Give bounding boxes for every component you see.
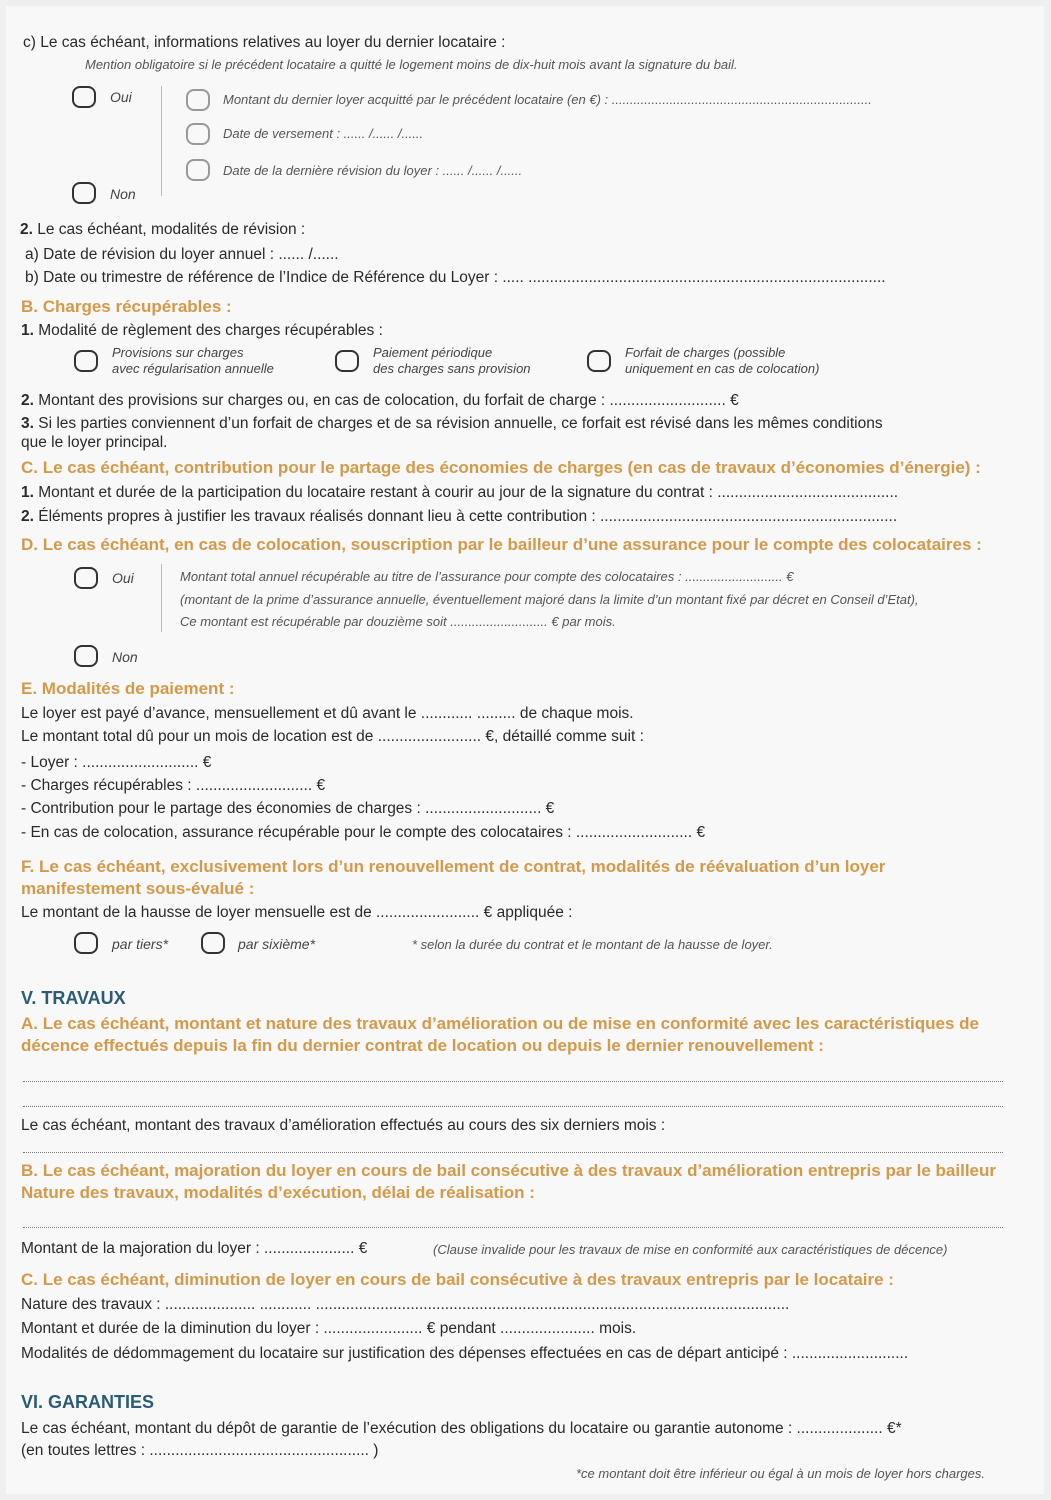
section-c-title: C. Le cas échéant, contribution pour le partage des économies de charges (en cas de travaux d’économies d’énergie) : (21, 458, 981, 477)
vb-note: (Clause invalide pour les travaux de mise en conformité aux caractéristiques de décence) (433, 1242, 948, 1257)
va-blank-line2[interactable] (23, 1105, 1003, 1107)
b1-opt3-line1: Forfait de charges (possible (625, 345, 786, 360)
b1-opt1-line2: avec régularisation annuelle (112, 361, 274, 376)
c-opt3-checkbox[interactable] (186, 159, 210, 181)
d-oui-label: Oui (112, 570, 134, 586)
c-divider (161, 86, 162, 196)
b2-line (21, 391, 739, 411)
c1-number: 1. (21, 484, 34, 501)
vi-line1: Le cas échéant, montant du dépôt de garantie de l’exécution des obligations du locataire ou garantie autonome : .................... €* (21, 1420, 902, 1437)
va-blank-line3[interactable] (23, 1151, 1003, 1153)
vi-note: *ce montant doit être inférieur ou égal à un mois de loyer hors charges. (576, 1466, 986, 1481)
section-e-title: E. Modalités de paiement : (21, 679, 235, 698)
c-note: Mention obligatoire si le précédent locataire a quitté le logement moins de dix-huit mois avant la signature du bail. (85, 57, 738, 72)
b1-opt2-line1: Paiement périodique (373, 345, 493, 360)
b1-opt2-label (373, 345, 531, 377)
vb-line1: Montant de la majoration du loyer : ..................... € (21, 1240, 368, 1257)
va-line1: Le cas échéant, montant des travaux d’amélioration effectués au cours des six derniers mois : (21, 1117, 666, 1134)
vc-line3: Modalités de dédommagement du locataire sur justification des dépenses effectuées en cas de départ anticipé : ........................... (21, 1345, 909, 1362)
b3-line2: que le loyer principal. (21, 434, 168, 451)
b3-text: Si les parties conviennent d’un forfait de charges et de sa révision annuelle, ce forfait est révisé dans les mêmes conditions (33, 415, 883, 432)
f-tiers-checkbox[interactable] (74, 932, 98, 954)
e-line5: - Contribution pour le partage des économies de charges : ........................... € (21, 800, 555, 817)
c1-text: Montant et durée de la participation du locataire restant à courir au jour de la signature du contrat : .......................................... (33, 484, 899, 501)
section-vi-title: VI. GARANTIES (21, 1392, 155, 1412)
d-line1: Montant total annuel récupérable au titre de l’assurance pour compte des colocataires : ........................... € (180, 569, 794, 584)
b1-opt3-label (625, 345, 819, 377)
d-non-checkbox[interactable] (74, 645, 98, 667)
c-title: c) Le cas échéant, informations relatives au loyer du dernier locataire : (23, 34, 506, 51)
c-opt3-label: Date de la dernière révision du loyer : ...... /...... /...... (223, 163, 523, 178)
d-line2: (montant de la prime d’assurance annuelle, éventuellement majoré dans la limite d’un montant fixé par décret en Conseil d’Etat), (180, 592, 919, 607)
c2-text: Éléments propres à justifier les travaux réalisés donnant lieu à cette contribution : ..................................................................... (33, 508, 898, 525)
section-d-title: D. Le cas échéant, en cas de colocation, souscription par le bailleur d’une assurance pour le compte des colocataires : (21, 535, 982, 554)
b1-opt3-checkbox[interactable] (587, 350, 611, 372)
va-title2: décence effectués depuis la fin du dernier contrat de location ou depuis le dernier renouvellement : (21, 1036, 824, 1055)
va-blank-line1[interactable] (23, 1080, 1003, 1082)
e-line6: - En cas de colocation, assurance récupérable pour le compte des colocataires : ........................... € (21, 824, 706, 841)
vi-line2: (en toutes lettres : ................................................... ) (21, 1442, 379, 1459)
c-opt1-checkbox[interactable] (186, 89, 210, 111)
revision-b: b) Date ou trimestre de référence de l’Indice de Référence du Loyer : ..... ................................................................................... (25, 269, 886, 286)
b1-text: Modalité de règlement des charges récupérables : (33, 322, 383, 339)
vb-blank-line[interactable] (23, 1226, 1003, 1228)
b1-title (21, 321, 383, 341)
b1-opt1-checkbox[interactable] (74, 350, 98, 372)
section-f-title2: manifestement sous-évalué : (21, 879, 255, 898)
e-line4: - Charges récupérables : ........................... € (21, 777, 326, 794)
c-opt2-label: Date de versement : ...... /...... /...... (223, 126, 424, 141)
d-non-label: Non (112, 649, 138, 665)
revision-title-text: Le cas échéant, modalités de révision : (32, 221, 306, 238)
b1-number: 1. (21, 322, 34, 339)
b3-number: 3. (21, 415, 34, 432)
c-non-label: Non (110, 186, 136, 202)
revision-number: 2. (20, 221, 33, 238)
vc-line2: Montant et durée de la diminution du loyer : ....................... € pendant ...................... mois. (21, 1320, 637, 1337)
section-v-title: V. TRAVAUX (21, 988, 126, 1008)
e-line2: Le montant total dû pour un mois de location est de ........................ €, détaillé comme suit : (21, 728, 644, 745)
revision-a: a) Date de révision du loyer annuel : ...... /...... (25, 246, 339, 263)
f-tiers-label: par tiers* (112, 936, 169, 952)
f-note: * selon la durée du contrat et le montant de la hausse de loyer. (412, 937, 773, 952)
e-line1: Le loyer est payé d’avance, mensuellement et dû avant le ............ ......... de chaque mois. (21, 705, 634, 722)
c-opt2-checkbox[interactable] (186, 123, 210, 145)
b1-opt2-line2: des charges sans provision (373, 361, 531, 376)
c1-line (21, 483, 898, 503)
vb-title2: Nature des travaux, modalités d’exécution, délai de réalisation : (21, 1183, 535, 1202)
e-line3: - Loyer : ........................... € (21, 754, 212, 771)
b3-line (21, 414, 883, 434)
b2-text: Montant des provisions sur charges ou, en cas de colocation, du forfait de charge : ........................... € (33, 392, 739, 409)
c-oui-label: Oui (110, 89, 132, 105)
f-sixieme-checkbox[interactable] (201, 932, 225, 954)
c-non-checkbox[interactable] (72, 182, 96, 204)
b2-number: 2. (21, 392, 34, 409)
revision-title (20, 220, 305, 240)
b1-opt2-checkbox[interactable] (335, 350, 359, 372)
c2-number: 2. (21, 508, 34, 525)
b1-opt1-label (112, 345, 274, 377)
c2-line (21, 507, 897, 527)
section-f-title1: F. Le cas échéant, exclusivement lors d’un renouvellement de contrat, modalités de réévaluation d’un loyer (21, 857, 886, 876)
c-oui-checkbox[interactable] (72, 86, 96, 108)
d-divider (161, 564, 162, 632)
document-page (6, 6, 1044, 1494)
f-line1: Le montant de la hausse de loyer mensuelle est de ........................ € appliquée : (21, 904, 573, 921)
vc-line1: Nature des travaux : ..................... ............ .............................................................................................................. (21, 1296, 790, 1313)
b1-opt1-line1: Provisions sur charges (112, 345, 244, 360)
va-title1: A. Le cas échéant, montant et nature des travaux d’amélioration ou de mise en conformité avec les caractéristiques de (21, 1014, 979, 1033)
vb-title1: B. Le cas échéant, majoration du loyer en cours de bail consécutive à des travaux d’amélioration entrepris par le bailleur (21, 1161, 996, 1180)
f-sixieme-label: par sixième* (238, 936, 316, 952)
c-opt1-label: Montant du dernier loyer acquitté par le précédent locataire (en €) : ........................................................................ (223, 92, 872, 107)
section-b-title: B. Charges récupérables : (21, 297, 232, 316)
b1-opt3-line2: uniquement en cas de colocation) (625, 361, 820, 376)
d-oui-checkbox[interactable] (74, 567, 98, 589)
vc-title: C. Le cas échéant, diminution de loyer en cours de bail consécutive à des travaux entrepris par le locataire : (21, 1270, 894, 1289)
d-line3: Ce montant est récupérable par douzième soit ........................... € par mois. (180, 614, 616, 629)
